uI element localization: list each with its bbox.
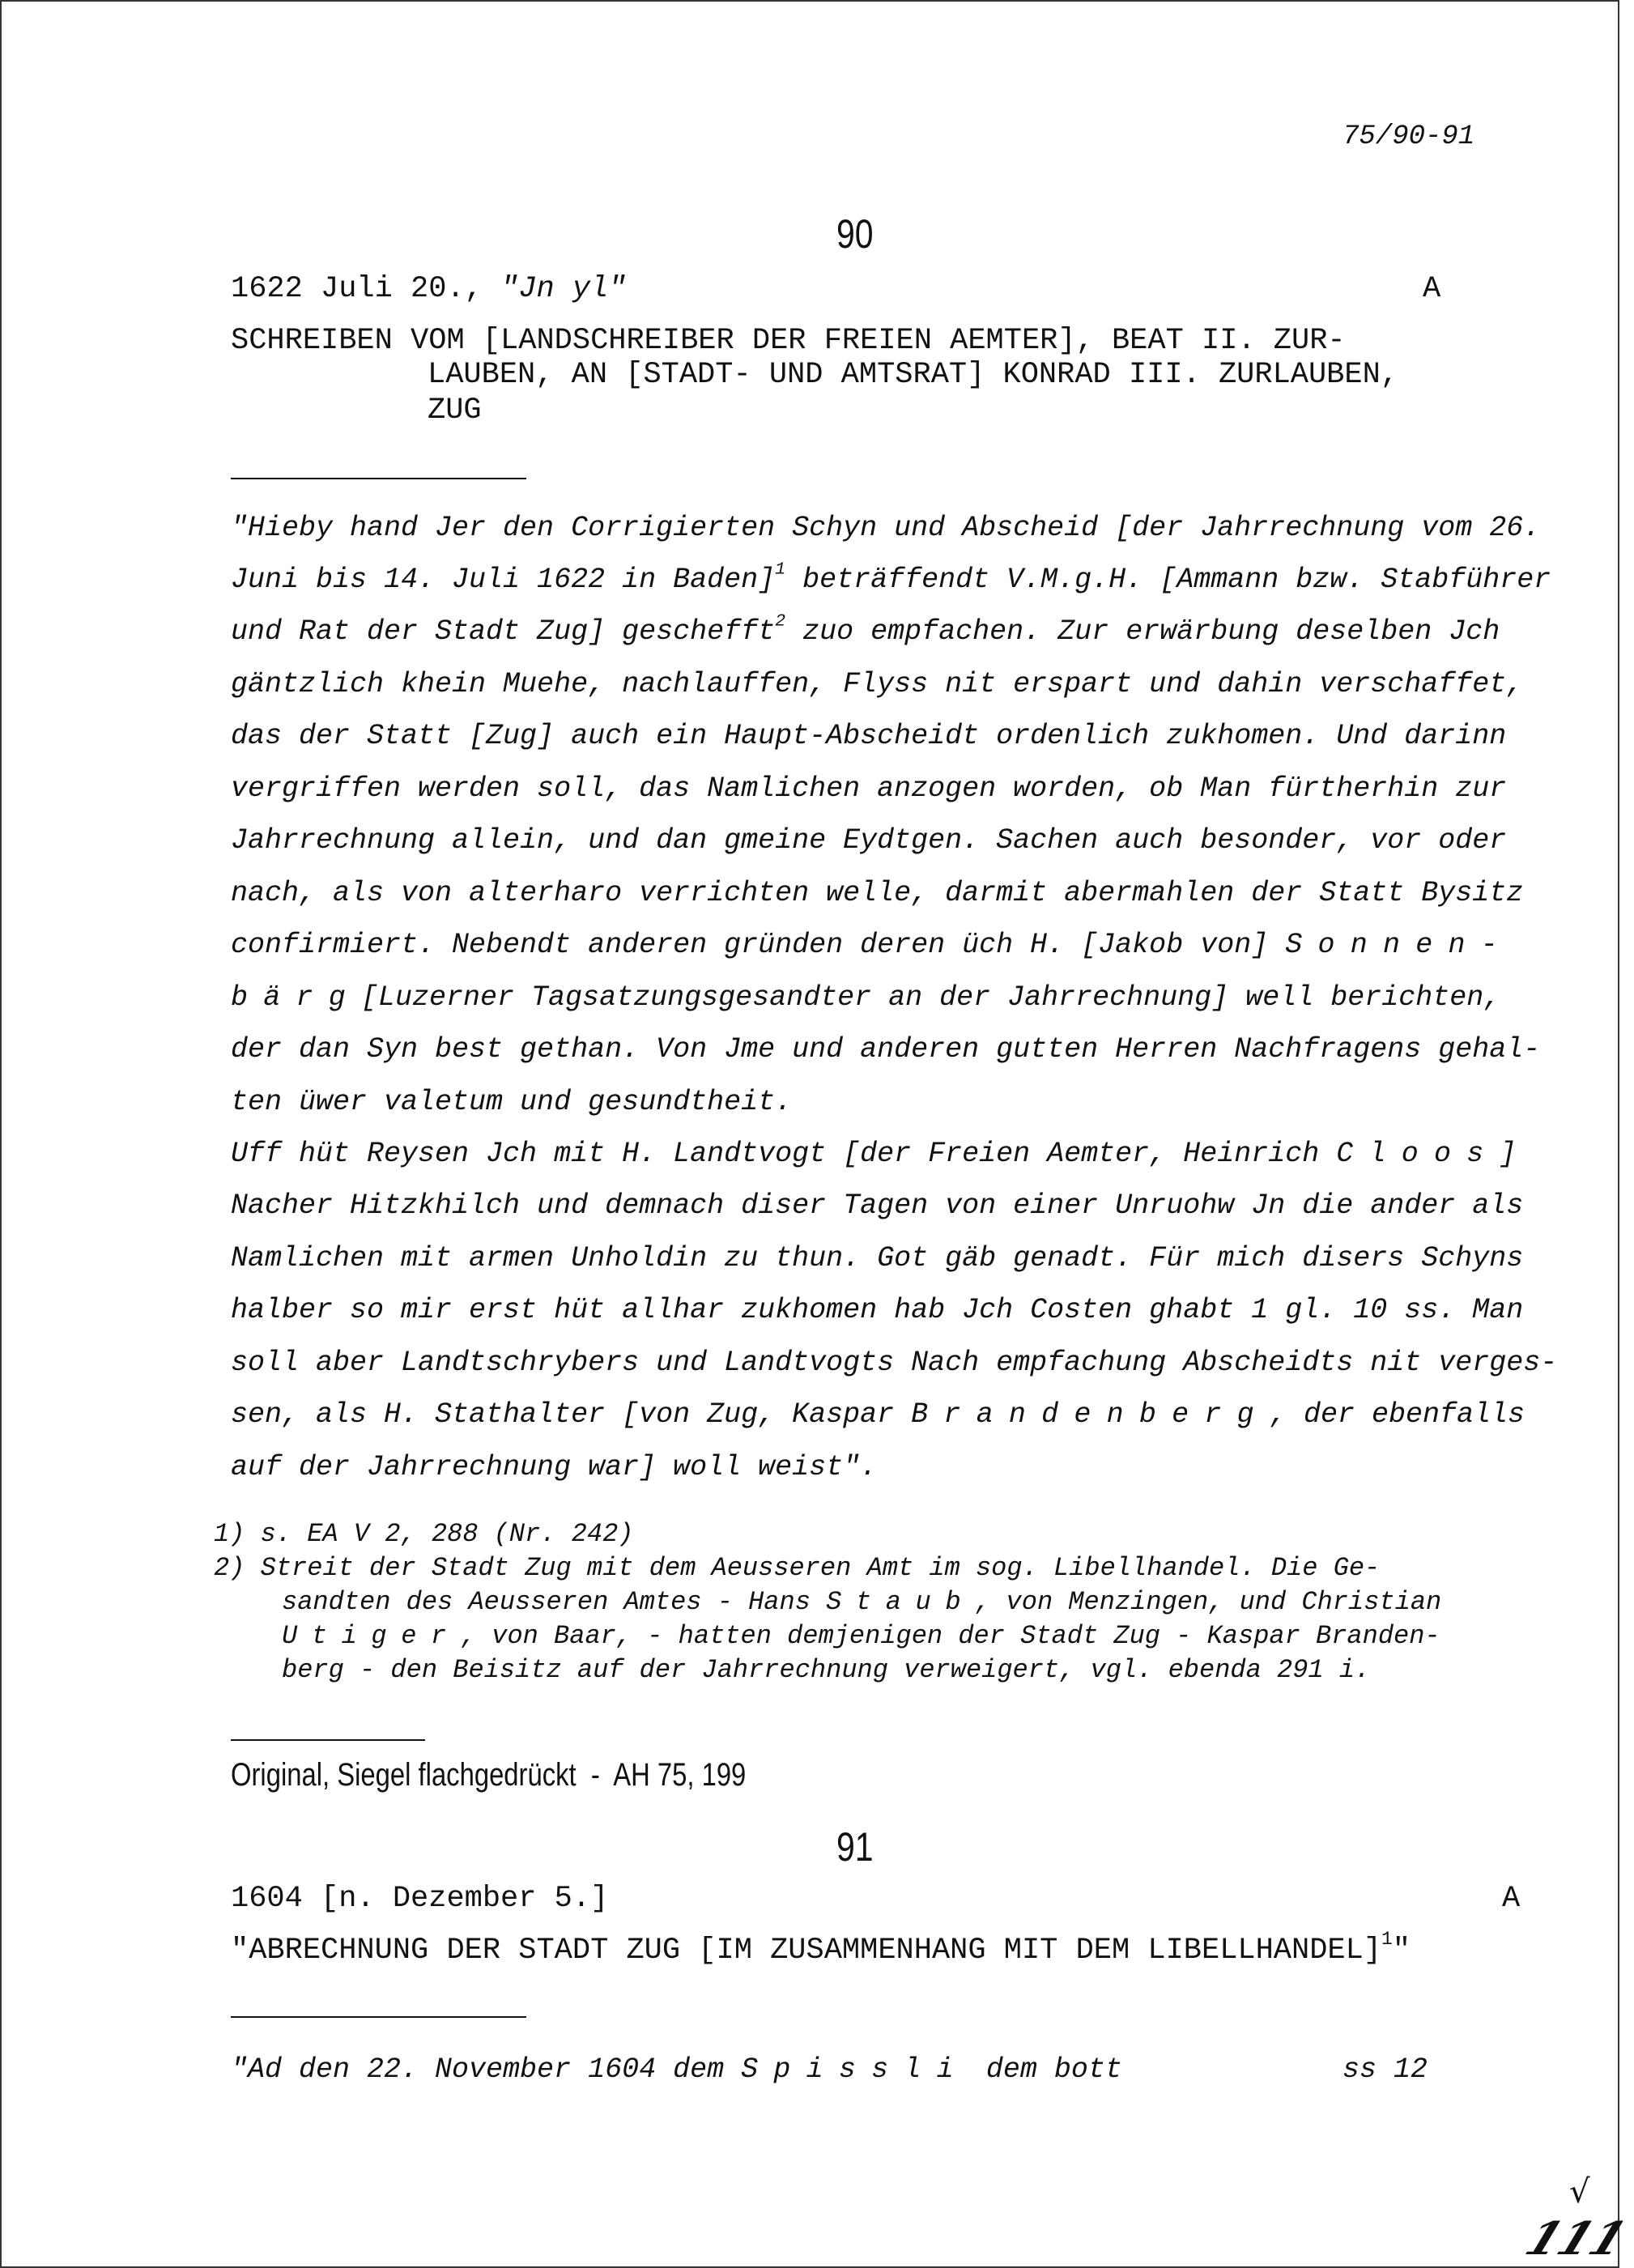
spaced-name: Cloos (1336, 1138, 1500, 1170)
footnote-2: 2) Streit der Stadt Zug mit dem Aeusseren Amt im sog. Libellhandel. Die Ge- (214, 1553, 1381, 1583)
section-number-90: 90 (836, 211, 874, 257)
divider (231, 1739, 425, 1741)
section-90-title-line-2: LAUBEN, AN [STADT- UND AMTSRAT] KONRAD III. ZURLAUBEN, (428, 358, 1398, 392)
letter-line: Jahrrechnung allein, und dan gmeine Eydtgen. Sachen auch besonder, vor oder (231, 824, 1507, 857)
letter-line: ten üwer valetum und gesundtheit. (231, 1086, 793, 1118)
ledger-entry: "Ad den 22. November 1604 dem Spissli dem bott (231, 2053, 1122, 2086)
ledger-amount: ss 12 (1343, 2053, 1428, 2086)
letter-line: confirmiert. Nebendt anderen gründen deren üch H. [Jakob von] Sonnen- (231, 929, 1513, 961)
letter-line: gäntzlich khein Muehe, nachlauffen, Flyss nit erspart und dahin verschaffet, (231, 668, 1524, 700)
footnote-2-cont: berg - den Beisitz auf der Jahrrechnung verweigert, vgl. ebenda 291 i. (282, 1655, 1371, 1685)
section-90-title-line-1: SCHREIBEN VOM [LANDSCHREIBER DER FREIEN AEMTER], BEAT II. ZUR- (231, 324, 1346, 358)
place-text: "Jn yl" (500, 272, 627, 306)
letter-line: Uff hüt Reysen Jch mit H. Landtvogt [der Freien Aemter, Heinrich Cloos] (231, 1138, 1517, 1170)
letter-line: bärg[Luzerner Tagsatzungsgesandter an der Jahrrechnung] well berichten, (231, 981, 1501, 1014)
letter-line: der dan Syn best gethan. Von Jme und anderen gutten Herren Nachfragens gehal- (231, 1033, 1541, 1066)
date-text: 1622 Juli 20., (231, 272, 501, 306)
footnote-1: 1) s. EA V 2, 288 (Nr. 242) (214, 1519, 634, 1549)
footnote-2-cont: sandten des Aeusseren Amtes - Hans Staub, von Menzingen, und Christian (282, 1587, 1442, 1617)
page-reference: 75/90-91 (1343, 121, 1475, 152)
spaced-name: Staub (826, 1587, 976, 1617)
letter-line: "Hieby hand Jer den Corrigierten Schyn und Abscheid [der Jahrrechnung vom 26. (231, 512, 1541, 544)
section-90-date-line (231, 272, 627, 306)
handwritten-check: √ (1569, 2173, 1590, 2211)
letter-line: Namlichen mit armen Unholdin zu thun. Got gäb genadt. Für mich disers Schyns (231, 1242, 1524, 1274)
letter-line: und Rat der Stadt Zug] geschefft$^2$ zuo empfachen. Zur erwärbung deselben Jch (231, 611, 1500, 648)
spaced-name: Brandenberg (911, 1398, 1270, 1431)
divider (231, 478, 526, 479)
section-91-date-line: 1604 [n. Dezember 5.] (231, 1882, 609, 1916)
letter-line: halber so mir erst hüt allhar zukhomen hab Jch Costen ghabt 1 gl. 10 ss. Man (231, 1294, 1524, 1326)
divider (231, 2016, 526, 2018)
letter-line: Nacher Hitzkhilch und demnach diser Tagen von einer Unruohw Jn die ander als (231, 1189, 1524, 1222)
spaced-name: Spissli (741, 2053, 969, 2086)
letter-line: das der Statt [Zug] auch ein Haupt-Abscheidt ordenlich zukhomen. Und darinn (231, 720, 1507, 752)
section-90-badge: A (1423, 272, 1441, 306)
section-91-badge: A (1502, 1882, 1521, 1916)
section-number-91: 91 (836, 1824, 874, 1870)
footnote-2-cont: Utiger, von Baar, - hatten demjenigen der Stadt Zug - Kaspar Branden- (282, 1621, 1440, 1651)
letter-line: auf der Jahrrechnung war] woll weist". (231, 1451, 878, 1483)
handwritten-folio: 111 (1517, 2212, 1634, 2266)
letter-line: soll aber Landtschrybers und Landtvogts Nach empfachung Abscheidts nit verges- (231, 1347, 1558, 1379)
section-91-title: "ABRECHNUNG DER STADT ZUG [IM ZUSAMMENHANG MIT DEM LIBELLHANDEL]$^1$" (231, 1928, 1411, 1968)
letter-line: nach, als von alterharo verrichten welle, darmit abermahlen der Statt Bysitz (231, 877, 1524, 909)
spaced-name: bärg (231, 981, 362, 1014)
section-90-title-line-3: ZUG (428, 394, 482, 428)
spaced-name: Sonnen- (1285, 929, 1513, 961)
source-note: Original, Siegel flachgedrückt - AH 75, 199 (231, 1757, 747, 1793)
letter-line: Juni bis 14. Juli 1622 in Baden]$^1$ beträffendt V.M.g.H. [Ammann bzw. Stabführer (231, 559, 1551, 596)
spaced-name: Utiger (282, 1621, 461, 1651)
letter-line: sen, als H. Stathalter [von Zug, Kaspar Brandenberg, der ebenfalls (231, 1398, 1525, 1431)
letter-line: vergriffen werden soll, das Namlichen anzogen worden, ob Man fürtherhin zur (231, 772, 1507, 805)
